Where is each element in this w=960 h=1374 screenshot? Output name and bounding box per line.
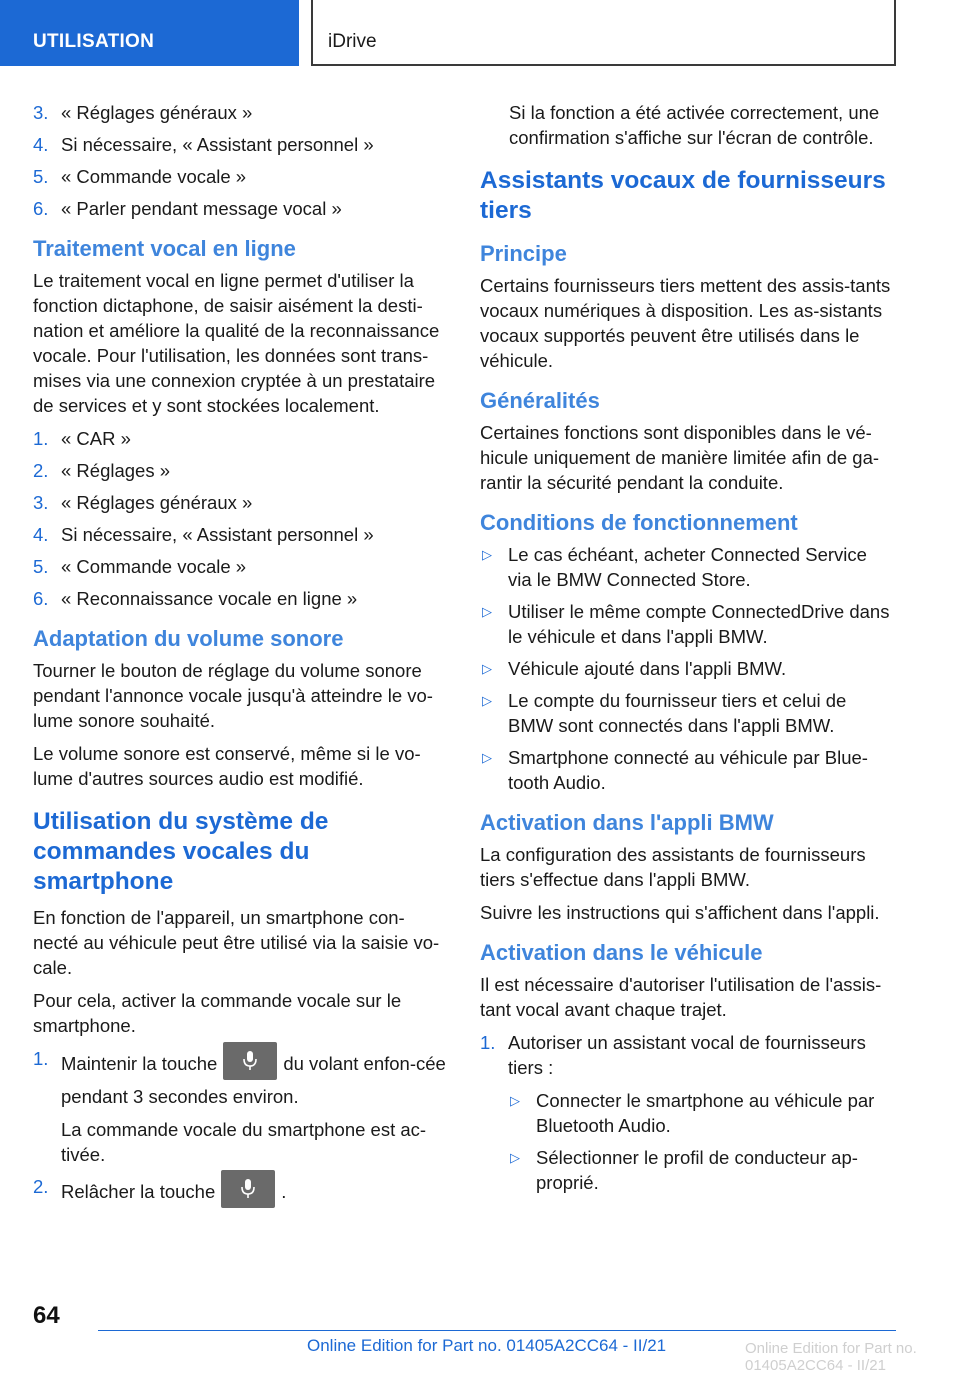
- list-item: ▷ Le cas échéant, acheter Connected Service via le BMW Connected Store.: [482, 544, 867, 590]
- list-item: ▷ Véhicule ajouté dans l'appli BMW.: [482, 658, 787, 679]
- list-item: ▷ Utiliser le même compte ConnectedDrive dans le véhicule et dans l'appli BMW.: [482, 601, 890, 647]
- page-number: 64: [33, 1302, 60, 1329]
- heading-smartphone: Utilisation du système de commandes vocales du smartphone: [33, 808, 329, 895]
- watermark: Online Edition for Part no. 01405A2CC64 - II/21: [745, 1340, 917, 1374]
- heading-online-voice: Traitement vocal en ligne: [33, 236, 296, 261]
- list-item: 2. Relâcher la touche .: [33, 1174, 448, 1212]
- heading-principe: Principe: [480, 241, 567, 266]
- paragraph: Certaines fonctions sont disponibles dans le vé-hicule uniquement de manière limitée afin de ga-rantir la sécurité pendant la conduite.: [480, 422, 880, 493]
- paragraph: Certains fournisseurs tiers mettent des assis-tants vocaux numériques à disposition. Les as-sistants vocaux supportés peuvent être utilisés dans le véhicule.: [480, 275, 891, 371]
- list-item: ▷ Connecter le smartphone au véhicule par Bluetooth Audio.: [510, 1090, 875, 1136]
- page-header: [0, 0, 960, 66]
- list-item: 6. « Parler pendant message vocal »: [33, 198, 342, 219]
- list-item: 1. « CAR »: [33, 428, 131, 449]
- heading-third-party: Assistants vocaux de fournisseurs tiers: [480, 167, 886, 224]
- triangle-bullet-icon: ▷: [482, 693, 492, 708]
- smartphone-steps-list: [33, 1046, 448, 1212]
- list-item: ▷ Le compte du fournisseur tiers et celui de BMW sont connectés dans l'appli BMW.: [482, 690, 847, 736]
- heading-vehicle-activation: Activation dans le véhicule: [480, 940, 763, 965]
- triangle-bullet-icon: ▷: [510, 1093, 520, 1108]
- triangle-bullet-icon: ▷: [482, 661, 492, 676]
- heading-app-activation: Activation dans l'appli BMW: [480, 810, 774, 835]
- triangle-bullet-icon: ▷: [482, 604, 492, 619]
- triangle-bullet-icon: ▷: [482, 547, 492, 562]
- left-column: [33, 100, 448, 1222]
- footer-divider: [98, 1330, 896, 1331]
- footer-edition: Online Edition for Part no. 01405A2CC64 - II/21: [307, 1336, 667, 1355]
- nested-list: [508, 1088, 895, 1195]
- right-column: [480, 100, 895, 1205]
- vehicle-steps-list: [480, 1030, 895, 1195]
- list-item: ▷ Smartphone connecté au véhicule par Blue-tooth Audio.: [482, 747, 868, 793]
- list-item: 2. « Réglages »: [33, 460, 171, 481]
- list-item: 4. Si nécessaire, « Assistant personnel »: [33, 524, 374, 545]
- conditions-list: [480, 542, 895, 795]
- list-item: 5. « Commande vocale »: [33, 166, 247, 187]
- chapter-title: iDrive: [311, 0, 896, 66]
- voice-button-icon: [221, 1170, 275, 1208]
- list-item: 6. « Reconnaissance vocale en ligne »: [33, 588, 358, 609]
- list-item: 5. « Commande vocale »: [33, 556, 247, 577]
- paragraph: Pour cela, activer la commande vocale sur le smartphone.: [33, 990, 402, 1036]
- paragraph: En fonction de l'appareil, un smartphone con-necté au véhicule peut être utilisé via la saisie vo-cale.: [33, 907, 440, 978]
- triangle-bullet-icon: ▷: [510, 1150, 520, 1165]
- paragraph: La configuration des assistants de fournisseurs tiers s'effectue dans l'appli BMW.: [480, 844, 866, 890]
- list-item: 1. Maintenir la touche du volant enfon-cée pendant 3 secondes environ. La commande vocale du smartphone est ac-tivée.: [33, 1046, 448, 1167]
- section-tab: UTILISATION: [0, 0, 299, 66]
- paragraph: Le volume sonore est conservé, même si le vo-lume d'autres sources audio est modifié.: [33, 743, 421, 789]
- list-item: 3. « Réglages généraux »: [33, 492, 253, 513]
- settings-path-list: [33, 100, 448, 221]
- list-item: 4. Si nécessaire, « Assistant personnel »: [33, 134, 374, 155]
- voice-button-icon: [223, 1042, 277, 1080]
- online-steps-list: [33, 426, 448, 611]
- list-item: 3. « Réglages généraux »: [33, 102, 253, 123]
- paragraph: Il est nécessaire d'autoriser l'utilisation de l'assis-tant vocal avant chaque trajet.: [480, 974, 882, 1020]
- paragraph: Tourner le bouton de réglage du volume sonore pendant l'annonce vocale jusqu'à atteindre le vo-lume sonore souhaité.: [33, 660, 433, 731]
- paragraph: Le traitement vocal en ligne permet d'utiliser la fonction dictaphone, de saisir aisément la desti-nation et améliore la qualité de la reconnaissance vocale. Pour l'utilisation, les données sont trans-mises via une connexion cryptée à un prestataire de services et y sont stockées localement.: [33, 270, 440, 416]
- heading-conditions: Conditions de fonctionnement: [480, 510, 798, 535]
- heading-generalites: Généralités: [480, 388, 600, 413]
- list-item: ▷ Sélectionner le profil de conducteur ap-proprié.: [510, 1147, 858, 1193]
- paragraph: Suivre les instructions qui s'affichent dans l'appli.: [480, 902, 880, 923]
- list-item: 1. Autoriser un assistant vocal de fournisseurs tiers : ▷ Connecter le smartphone au véhicule par Bluetooth Audio. ▷ Sélectionner le profil de conducteur ap-proprié.: [480, 1030, 895, 1195]
- paragraph: Si la fonction a été activée correctement, une confirmation s'affiche sur l'écran de contrôle.: [509, 102, 880, 148]
- triangle-bullet-icon: ▷: [482, 750, 492, 765]
- heading-volume: Adaptation du volume sonore: [33, 626, 344, 651]
